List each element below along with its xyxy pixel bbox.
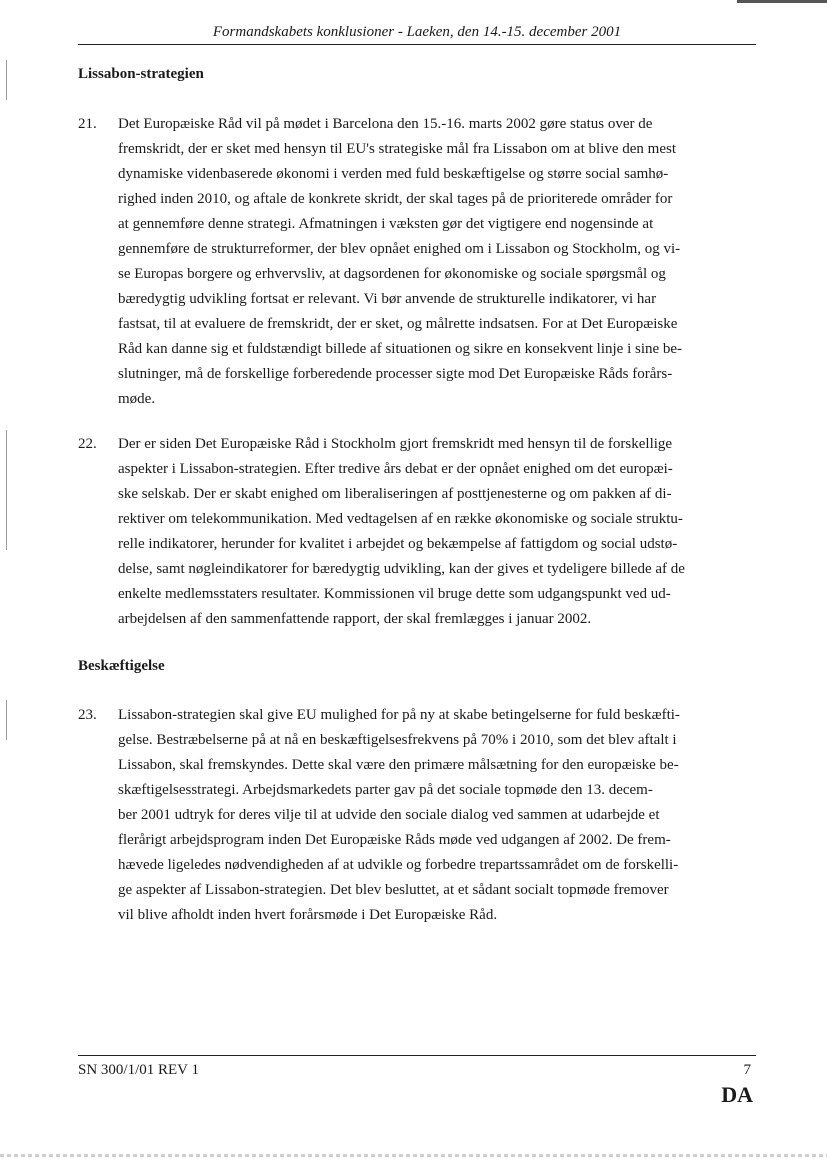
- paragraph-21: [78, 112, 758, 412]
- paragraph-line: hævede ligeledes nødvendigheden af at udvikle og forbedre trepartssamrådet om de forskelli-: [118, 857, 679, 873]
- scan-margin-mark: [6, 700, 7, 740]
- paragraph-body: [118, 432, 758, 632]
- paragraph-line: flerårigt arbejdsprogram inden Det Europæiske Råds møde ved udgangen af 2002. De frem-: [118, 832, 671, 848]
- paragraph-line: arbejdelsen af den sammenfattende rapport, der skal fremlægges i januar 2002.: [118, 611, 592, 627]
- paragraph-line: bæredygtig udvikling fortsat er relevant. Vi bør anvende de strukturelle indikatorer, vi har: [118, 291, 657, 307]
- paragraph-line: ber 2001 udtryk for deres vilje til at udvide den sociale dialog ved sammen at udarbejde et: [118, 807, 660, 823]
- paragraph-line: ske selskab. Der er skabt enighed om liberaliseringen af posttjenesterne og om pakken af di-: [118, 486, 672, 502]
- paragraph-line: se Europas borgere og erhvervsliv, at dagsordenen for økonomiske og sociale spørgsmål og: [118, 266, 666, 282]
- paragraph-line: ge aspekter af Lissabon-strategien. Det blev besluttet, at et sådant socialt topmøde fremover: [118, 882, 669, 898]
- page-header: Formandskabets konklusioner - Laeken, den 14.-15. december 2001: [78, 22, 756, 45]
- paragraph-line: enkelte medlemsstaters resultater. Kommissionen vil bruge dette som udgangspunkt ved ud-: [118, 586, 671, 602]
- paragraph-number: 21.: [78, 116, 97, 132]
- paragraph-number: 23.: [78, 707, 97, 723]
- paragraph-line: Lissabon, skal fremskyndes. Dette skal være den primære målsætning for den europæiske be-: [118, 757, 679, 773]
- paragraph-line: gelse. Bestræbelserne på at nå en beskæftigelsesfrekvens på 70% i 2010, som det blev aftalt i: [118, 732, 677, 748]
- paragraph-line: relle indikatorer, herunder for kvalitet i arbejdet og bekæmpelse af fattigdom og social udstø-: [118, 536, 678, 552]
- paragraph-line: slutninger, må de forskellige forberedende processer sigte mod Det Europæiske Råds forårs-: [118, 366, 673, 382]
- footer-rule: [78, 1055, 756, 1056]
- scan-margin-mark: [6, 430, 7, 550]
- paragraph-line: Det Europæiske Råd vil på mødet i Barcelona den 15.-16. marts 2002 gøre status over de: [118, 116, 653, 132]
- paragraph-line: at gennemføre denne strategi. Afmatningen i væksten gør det vigtigere end nogensinde at: [118, 216, 654, 232]
- paragraph-body: [118, 703, 758, 928]
- document-reference: SN 300/1/01 REV 1: [78, 1062, 199, 1078]
- paragraph-line: Råd kan danne sig et fuldstændigt billede af situationen og sikre en konsekvent linje i sine be-: [118, 341, 683, 357]
- paragraph-line: righed inden 2010, og aftale de konkrete skridt, der skal tages på de prioriterede områder for: [118, 191, 673, 207]
- paragraph-line: delse, samt nøgleindikatorer for bæredygtig udvikling, kan der gives et tydeligere billede af de: [118, 561, 685, 577]
- scan-artifact-top: [737, 0, 827, 3]
- paragraph-line: rektiver om telekommunikation. Med vedtagelsen af en række økonomiske og sociale struktu-: [118, 511, 683, 527]
- paragraph-line: skæftigelsesstrategi. Arbejdsmarkedets parter gav på det sociale topmøde den 13. decem-: [118, 782, 653, 798]
- paragraph-23: [78, 703, 758, 928]
- paragraph-line: gennemføre de strukturreformer, der blev opnået enighed om i Lissabon og Stockholm, og vi-: [118, 241, 681, 257]
- paragraph-22: [78, 432, 758, 632]
- paragraph-line: møde.: [118, 391, 156, 407]
- section-heading-beskaeftigelse: Beskæftigelse: [78, 658, 165, 674]
- section-heading-lissabon: Lissabon-strategien: [78, 66, 204, 82]
- paragraph-body: [118, 112, 758, 412]
- paragraph-line: vil blive afholdt inden hvert forårsmøde i Det Europæiske Råd.: [118, 907, 498, 923]
- paragraph-number: 22.: [78, 436, 97, 452]
- page-number: 7: [743, 1062, 751, 1078]
- scan-margin-mark: [6, 60, 7, 100]
- paragraph-line: dynamiske videnbaserede økonomi i verden med fuld beskæftigelse og større social samhø-: [118, 166, 669, 182]
- paragraph-line: Lissabon-strategien skal give EU mulighed for på ny at skabe betingelserne for fuld beskæfti-: [118, 707, 680, 723]
- language-code: DA: [721, 1082, 753, 1107]
- paragraph-line: Der er siden Det Europæiske Råd i Stockholm gjort fremskridt med hensyn til de forskellige: [118, 436, 673, 452]
- paragraph-line: aspekter i Lissabon-strategien. Efter tredive års debat er der opnået enighed om det europæi-: [118, 461, 673, 477]
- paragraph-line: fremskridt, der er sket med hensyn til EU's strategiske mål fra Lissabon om at blive den mest: [118, 141, 676, 157]
- scan-artifact-bottom: [0, 1154, 827, 1157]
- paragraph-line: fastsat, til at evaluere de fremskridt, der er sket, og målrette indsatsen. For at Det Europæiske: [118, 316, 678, 332]
